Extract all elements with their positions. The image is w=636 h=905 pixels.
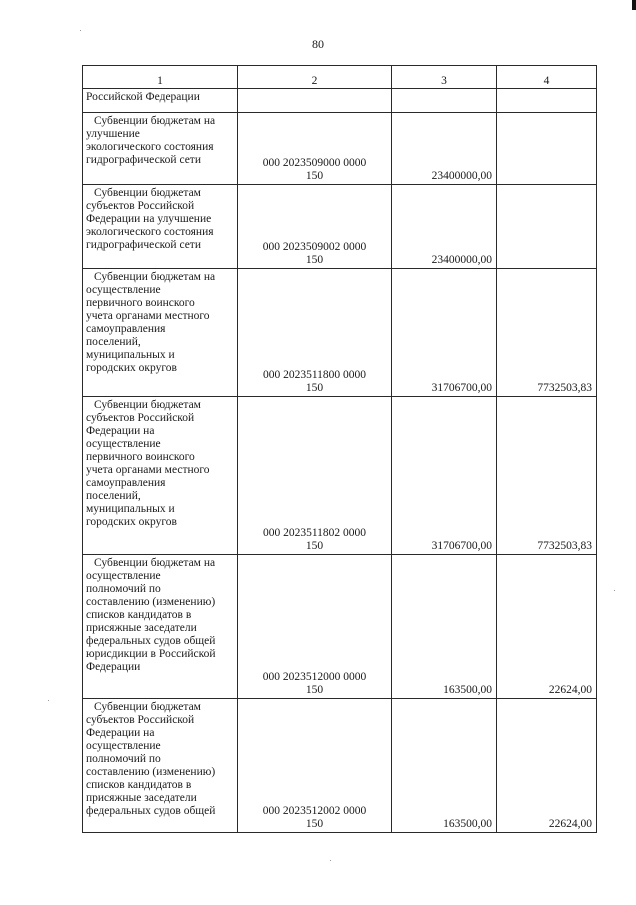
row-code-line: 000 2023512000 0000	[262, 671, 367, 683]
row-amount-4: 7732503,83	[497, 269, 597, 397]
row-name-line: Субвенции бюджетам на	[94, 557, 216, 569]
row-name-cell	[83, 269, 238, 397]
row-amount-4: 22624,00	[497, 699, 597, 833]
row-amount-3: 31706700,00	[392, 397, 497, 555]
row-name-line: гидрографической сети	[86, 239, 201, 251]
row-name-line: учета органами местного	[86, 310, 210, 322]
table-row	[83, 185, 597, 269]
row-code-cell	[238, 113, 392, 185]
row-name-line: Российской Федерации	[86, 91, 200, 103]
row-name-line: поселений,	[86, 490, 141, 502]
row-name-cell	[83, 89, 238, 113]
row-code-cell	[238, 699, 392, 833]
row-code-line: 150	[305, 684, 324, 696]
row-name-line: полномочий по	[86, 753, 161, 765]
row-name-line: составлению (изменению)	[86, 766, 216, 778]
row-code-line: 000 2023509002 0000	[262, 241, 367, 253]
row-code-line: 000 2023512002 0000	[262, 805, 367, 817]
page-number: 80	[312, 37, 324, 51]
row-name-line: экологического состояния	[86, 141, 214, 153]
row-name-line: муниципальных и	[86, 503, 175, 515]
row-name-line: муниципальных и	[86, 349, 175, 361]
row-name-line: Федерации на	[86, 425, 155, 437]
row-amount-3: 23400000,00	[392, 113, 497, 185]
row-name-line: субъектов Российской	[86, 200, 195, 212]
row-amount-4: 22624,00	[497, 555, 597, 699]
row-code-line: 150	[305, 382, 324, 394]
table-row	[83, 555, 597, 699]
column-header: 1	[83, 66, 238, 89]
column-header: 3	[392, 66, 497, 89]
row-amount-3	[392, 89, 497, 113]
row-name-line: списков кандидатов в	[86, 609, 192, 621]
table-row	[83, 699, 597, 833]
column-header: 4	[497, 66, 597, 89]
row-name-line: осуществление	[86, 570, 161, 582]
row-amount-4	[497, 185, 597, 269]
header-row	[83, 66, 597, 89]
budget-table	[82, 65, 597, 833]
row-name-line: городских округов	[86, 362, 177, 374]
row-code-line: 000 2023509000 0000	[262, 157, 367, 169]
row-amount-3: 163500,00	[392, 555, 497, 699]
row-code-cell	[238, 555, 392, 699]
row-name-line: Субвенции бюджетам на	[94, 271, 216, 283]
row-name-line: осуществление	[86, 284, 161, 296]
row-name-line: Субвенции бюджетам	[94, 701, 201, 713]
row-name-line: первичного воинского	[86, 451, 195, 463]
row-code-cell	[238, 269, 392, 397]
row-name-line: Субвенции бюджетам	[94, 187, 201, 199]
row-name-line: Субвенции бюджетам	[94, 399, 201, 411]
row-amount-4	[497, 89, 597, 113]
row-name-cell	[83, 185, 238, 269]
row-name-line: экологического состояния	[86, 226, 214, 238]
scan-speck	[330, 860, 331, 861]
row-code-cell	[238, 185, 392, 269]
row-name-line: осуществление	[86, 438, 161, 450]
row-name-cell	[83, 699, 238, 833]
row-name-line: федеральных судов общей	[86, 805, 216, 817]
row-name-line: городских округов	[86, 516, 177, 528]
row-name-line: поселений,	[86, 336, 141, 348]
row-code-cell	[238, 397, 392, 555]
row-amount-3: 23400000,00	[392, 185, 497, 269]
row-name-cell	[83, 113, 238, 185]
row-name-line: Субвенции бюджетам на	[94, 115, 216, 127]
table-row	[83, 269, 597, 397]
row-name-line: юрисдикции в Российской	[86, 648, 216, 660]
row-name-line: составлению (изменению)	[86, 596, 216, 608]
scan-speck	[48, 700, 49, 701]
row-name-line: Федерации	[86, 661, 141, 673]
row-name-line: федеральных судов общей	[86, 635, 216, 647]
column-header: 2	[238, 66, 392, 89]
row-amount-3: 31706700,00	[392, 269, 497, 397]
row-name-line: гидрографической сети	[86, 154, 201, 166]
row-code-line: 000 2023511802 0000	[262, 527, 367, 539]
row-amount-3: 163500,00	[392, 699, 497, 833]
row-name-line: осуществление	[86, 740, 161, 752]
row-code-line: 000 2023511800 0000	[262, 369, 367, 381]
row-code-line: 150	[305, 254, 324, 266]
row-name-line: самоуправления	[86, 477, 166, 489]
row-name-line: субъектов Российской	[86, 412, 195, 424]
row-name-line: улучшение	[86, 128, 140, 140]
row-name-line: учета органами местного	[86, 464, 210, 476]
row-name-cell	[83, 397, 238, 555]
row-name-line: присяжные заседатели	[86, 622, 197, 634]
scan-speck	[614, 590, 615, 591]
table-row	[83, 113, 597, 185]
row-amount-4: 7732503,83	[497, 397, 597, 555]
row-amount-4	[497, 113, 597, 185]
row-name-line: списков кандидатов в	[86, 779, 192, 791]
table-row	[83, 397, 597, 555]
row-name-line: Федерации на	[86, 727, 155, 739]
row-name-line: самоуправления	[86, 323, 166, 335]
row-code-cell	[238, 89, 392, 113]
row-name-line: полномочий по	[86, 583, 161, 595]
row-name-line: присяжные заседатели	[86, 792, 197, 804]
table-row	[83, 89, 597, 113]
row-name-line: Федерации на улучшение	[86, 213, 212, 225]
scan-corner-mark	[632, 0, 636, 10]
row-name-cell	[83, 555, 238, 699]
row-code-line: 150	[305, 818, 324, 830]
row-code-line: 150	[305, 540, 324, 552]
scan-speck	[80, 30, 81, 31]
row-name-line: первичного воинского	[86, 297, 195, 309]
row-name-line: субъектов Российской	[86, 714, 195, 726]
row-code-line: 150	[305, 170, 324, 182]
